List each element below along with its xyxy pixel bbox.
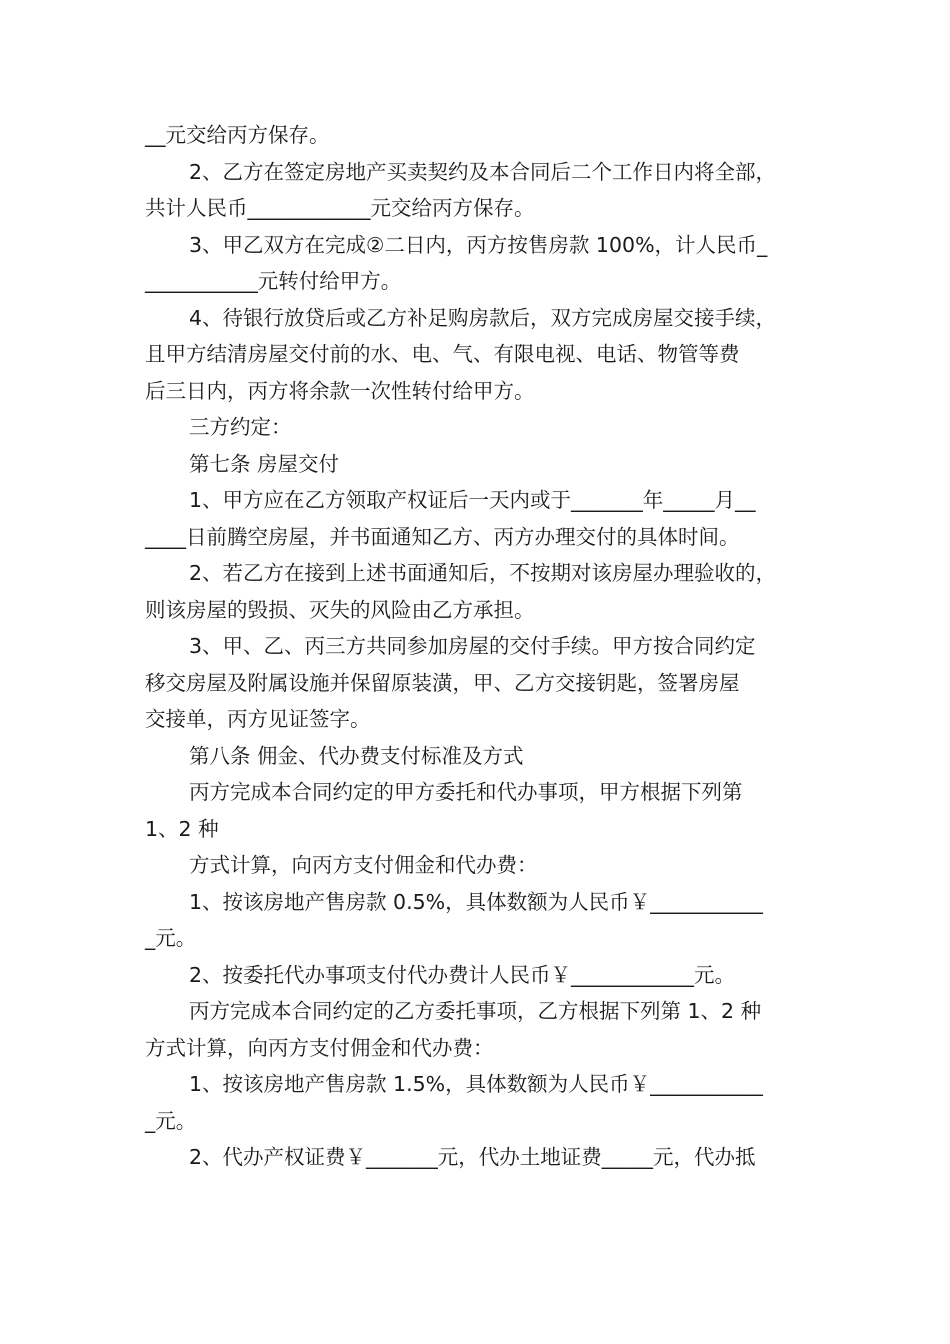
text-line: 1、甲方应在乙方领取产权证后一天内或于_______年_____月__ bbox=[189, 488, 756, 512]
text-line: 交接单，丙方见证签字。 bbox=[145, 707, 371, 731]
text-line: ____日前腾空房屋，并书面通知乙方、丙方办理交付的具体时间。 bbox=[145, 524, 740, 549]
text-line: 3、甲、乙、丙三方共同参加房屋的交付手续。甲方按合同约定 bbox=[189, 634, 756, 658]
text-line: 1、2 种 bbox=[145, 816, 219, 841]
section-heading: 第七条 房屋交付 bbox=[189, 451, 340, 476]
text-line: 且甲方结清房屋交付前的水、电、气、有限电视、电话、物管等费 bbox=[145, 342, 740, 366]
text-line: 丙方完成本合同约定的乙方委托事项，乙方根据下列第 1、2 种 bbox=[189, 999, 762, 1023]
text-line: 丙方完成本合同约定的甲方委托和代办事项，甲方根据下列第 bbox=[189, 780, 743, 804]
text-line: 1、按该房地产售房款 1.5%，具体数额为人民币￥___________ bbox=[189, 1072, 763, 1096]
text-line: ___________元转付给甲方。 bbox=[145, 269, 402, 293]
text-line: _元。 bbox=[145, 1108, 197, 1133]
text-line: 2、若乙方在接到上述书面通知后，不按期对该房屋办理验收的， bbox=[189, 561, 777, 585]
text-line: 三方约定： bbox=[189, 415, 292, 439]
text-line: 后三日内，丙方将余款一次性转付给甲方。 bbox=[145, 378, 535, 403]
text-line: 方式计算，向丙方支付佣金和代办费： bbox=[145, 1035, 494, 1060]
text-line: 移交房屋及附属设施并保留原装潢，甲、乙方交接钥匙，签署房屋 bbox=[145, 670, 740, 695]
text-line: 则该房屋的毁损、灭失的风险由乙方承担。 bbox=[145, 597, 535, 622]
text-line: 4、待银行放贷后或乙方补足购房款后，双方完成房屋交接手续， bbox=[189, 305, 777, 330]
text-line: __元交给丙方保存。 bbox=[145, 123, 330, 147]
section-heading: 第八条 佣金、代办费支付标准及方式 bbox=[189, 743, 524, 768]
text-line: 方式计算，向丙方支付佣金和代办费： bbox=[189, 853, 538, 877]
text-line: _元。 bbox=[145, 926, 197, 950]
text-line: 1、按该房地产售房款 0.5%，具体数额为人民币￥___________ bbox=[189, 889, 763, 914]
document-body bbox=[145, 117, 810, 1176]
text-line: 2、按委托代办事项支付代办费计人民币￥____________元。 bbox=[189, 962, 736, 987]
text-line: 共计人民币____________元交给丙方保存。 bbox=[145, 196, 535, 220]
text-line: 2、乙方在签定房地产买卖契约及本合同后二个工作日内将全部， bbox=[189, 159, 777, 184]
text-line: 3、甲乙双方在完成②二日内，丙方按售房款 100%，计人民币_ bbox=[189, 232, 768, 257]
text-line: 2、代办产权证费￥_______元，代办土地证费_____元，代办抵 bbox=[189, 1145, 756, 1169]
